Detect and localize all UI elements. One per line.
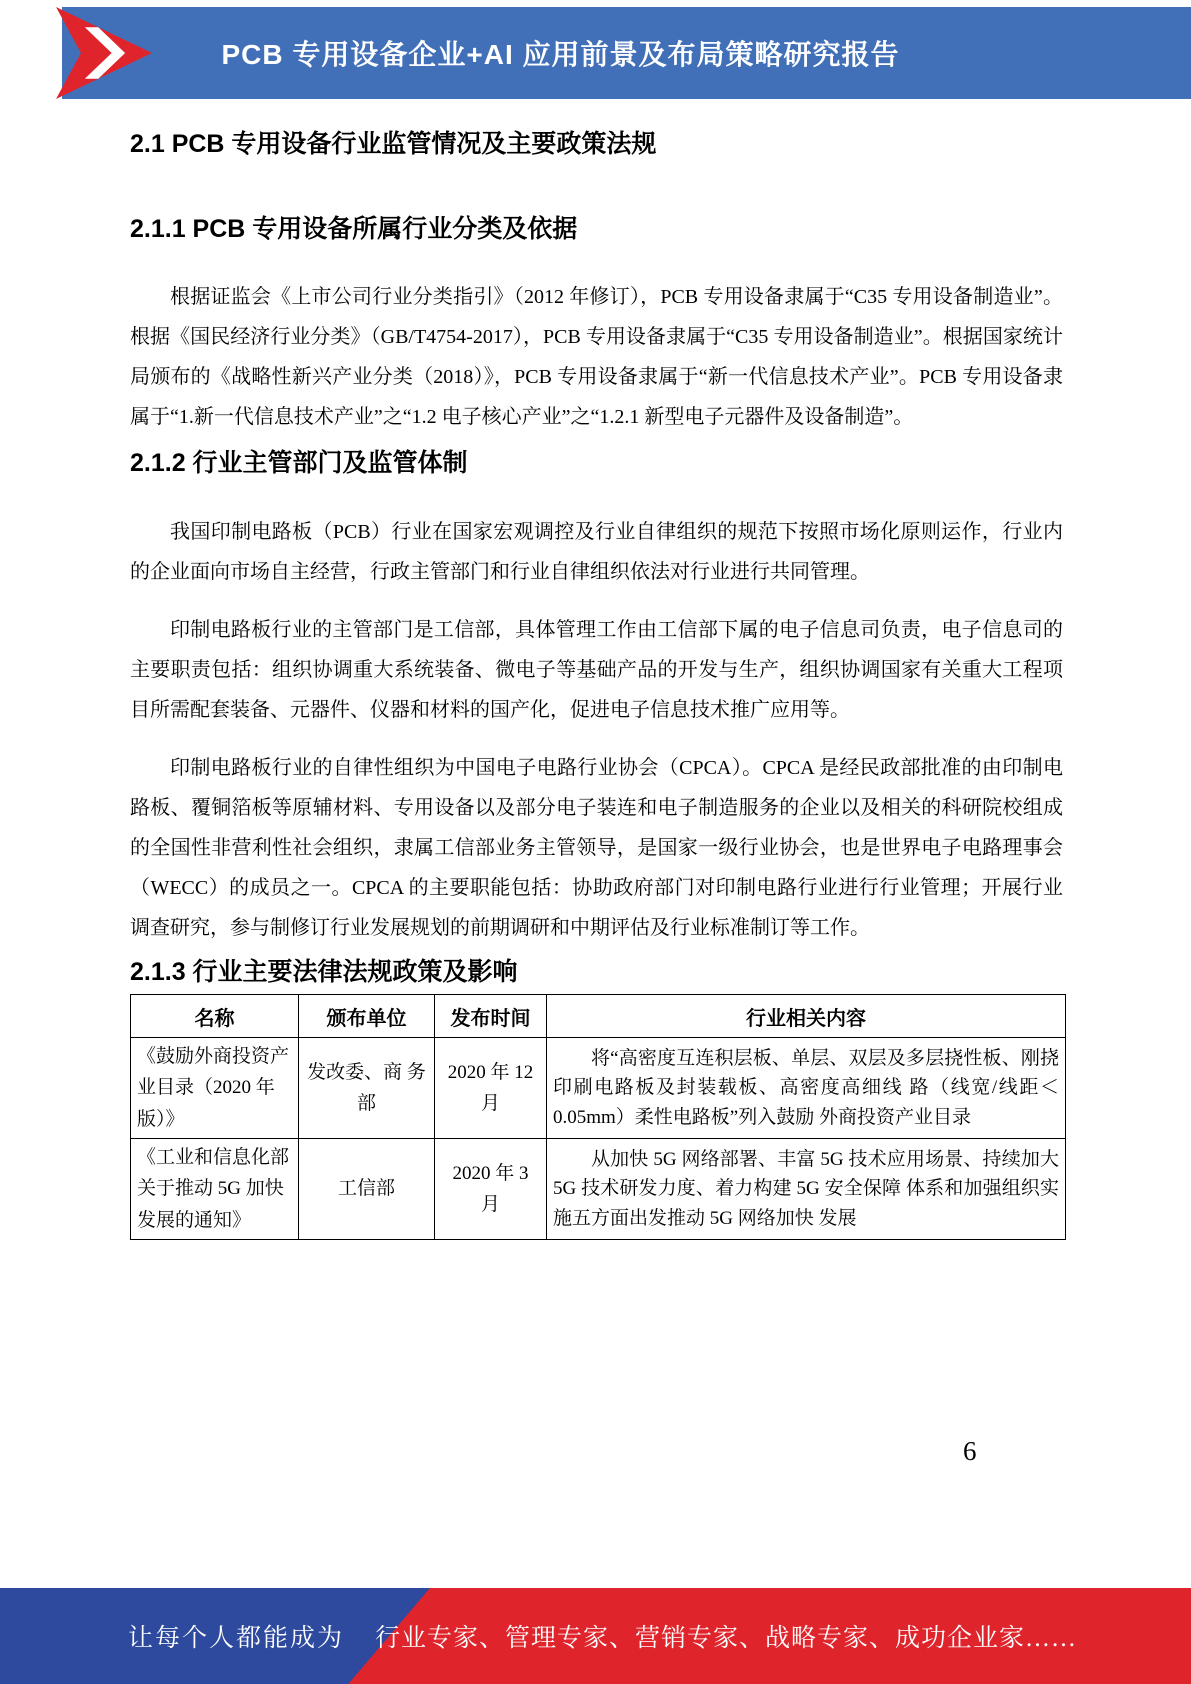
report-title: PCB 专用设备企业+AI 应用前景及布局策略研究报告 (221, 39, 900, 70)
paragraph-cpca-association: 印制电路板行业的自律性组织为中国电子电路行业协会（CPCA）。CPCA 是经民政部批准的由印制电路板、覆铜箔板等原辅材料、专用设备以及部分电子装连和电子制造服务的企业以及相关的科研院校组成的全国性非营利性社会组织，隶属工信部业务主管领导，是国家一级行业协会，也是世界电子电路理事会（WECC）的成员之一。CPCA 的主要职能包括：协助政府部门对印制电路行业进行行业管理；开展行业调查研究，参与制修订行业发展规划的前期调研和中期评估及行业标准制订等工作。 (130, 756, 1063, 939)
cell-policy-content: 从加快 5G 网络部署、丰富 5G 技术应用场景、持续加大 5G 技术研发力度、着力构建 5G 安全保障 体系和加强组织实施五方面出发推动 5G 网络加快 发展 (547, 1139, 1066, 1240)
cell-policy-date: 2020 年 3 月 (435, 1139, 547, 1240)
paragraph-regulation-overview: 我国印制电路板（PCB）行业在国家宏观调控及行业自律组织的规范下按照市场化原则运作，行业内的企业面向市场自主经营，行政主管部门和行业自律组织依法对行业进行共同管理。 (130, 520, 1063, 583)
document-body (130, 0, 1063, 1240)
section-heading-2-1-3: 2.1.3 行业主要法律法规政策及影响 (130, 957, 518, 986)
column-header-content: 行业相关内容 (547, 995, 1066, 1038)
section-heading-2-1-1: 2.1.1 PCB 专用设备所属行业分类及依据 (130, 214, 578, 243)
cell-policy-content: 将“高密度互连积层板、单层、双层及多层挠性板、刚挠印刷电路板及封装载板、高密度高细线 路（线宽/线距＜0.05mm）柔性电路板”列入鼓励 外商投资产业目录 (547, 1038, 1066, 1139)
paragraph-industry-classification: 根据证监会《上市公司行业分类指引》（2012 年修订），PCB 专用设备隶属于“C35 专用设备制造业”。根据《国民经济行业分类》（GB/T4754-2017），PCB 专用设备隶属于“C35 专用设备制造业”。根据国家统计局颁布的《战略性新兴产业分类（2018）》，PCB 专用设备隶属于“新一代信息技术产业”。PCB 专用设备隶属于“1.新一代信息技术产业”之“1.2 电子核心产业”之“1.2.1 新型电子元器件及设备制造”。 (130, 286, 1063, 428)
policy-table-row (131, 1038, 1066, 1139)
cell-policy-issuer: 发改委、商 务部 (299, 1038, 435, 1139)
policy-table-header-row (131, 995, 1066, 1038)
cell-policy-issuer: 工信部 (299, 1139, 435, 1240)
paragraph-miit-duties: 印制电路板行业的主管部门是工信部，具体管理工作由工信部下属的电子信息司负责，电子信息司的主要职责包括：组织协调重大系统装备、微电子等基础产品的开发与生产，组织协调国家有关重大工程项目所需配套装备、元器件、仪器和材料的国产化，促进电子信息技术推广应用等。 (130, 618, 1063, 721)
policy-table-row (131, 1139, 1066, 1240)
footer-slogan-left: 让每个人都能成为 (128, 1625, 345, 1652)
cell-policy-name: 《工业和信息化部关于推动 5G 加快发展的通知》 (131, 1139, 299, 1240)
cell-policy-date: 2020 年 12 月 (435, 1038, 547, 1139)
page-number: 6 (963, 1436, 977, 1466)
footer-slogan-right: 行业专家、管理专家、营销专家、战略专家、成功企业家…… (375, 1625, 1078, 1652)
column-header-name: 名称 (131, 995, 299, 1038)
section-heading-2-1: 2.1 PCB 专用设备行业监管情况及主要政策法规 (130, 130, 657, 158)
column-header-date: 发布时间 (435, 995, 547, 1038)
red-arrow-shape (56, 7, 152, 99)
column-header-issuer: 颁布单位 (299, 995, 435, 1038)
policy-table (130, 994, 1066, 1240)
section-heading-2-1-2: 2.1.2 行业主管部门及监管体制 (130, 449, 468, 477)
footer-banner (0, 1588, 1191, 1684)
red-arrow-icon (56, 7, 152, 99)
cell-policy-name: 《鼓励外商投资产业目录（2020 年版）》 (131, 1038, 299, 1139)
